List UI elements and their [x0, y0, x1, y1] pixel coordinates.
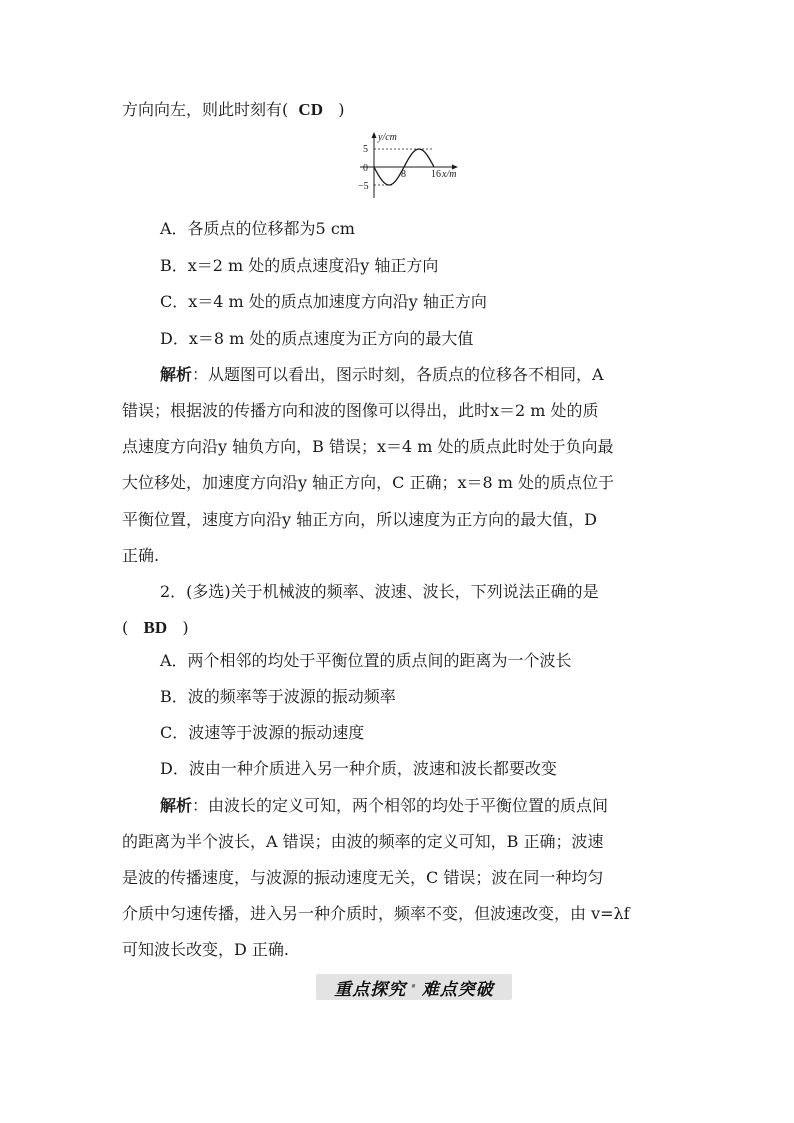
section-banner [316, 974, 512, 1000]
q1-analysis-line-6: 正确. [122, 546, 160, 565]
y-axis-label: y/cm [378, 132, 397, 143]
q2-option-d: D．波由一种介质进入另一种介质，波速和波长都要改变 [160, 759, 557, 778]
q1-analysis-line-3: 点速度方向沿y 轴负方向，B 错误；x＝4 m 处的质点此时处于负向最 [122, 437, 614, 456]
q2-analysis-label: 解析 [160, 796, 193, 815]
q2-analysis-line-4: 介质中匀速传播，进入另一种介质时，频率不变，但波速改变，由 v=λf [122, 904, 630, 923]
banner-left-text: 重点探究 [334, 979, 407, 1000]
q1-answer: CD [298, 100, 323, 119]
q1-stem: 方向向左，则此时刻有( CD ) [122, 100, 345, 119]
q2-option-b: B．波的频率等于波源的振动频率 [160, 687, 396, 706]
y-tick-5: 5 [363, 144, 368, 155]
q1-analysis-line-5: 平衡位置，速度方向沿y 轴正方向，所以速度为正方向的最大值，D [122, 510, 597, 529]
q2-analysis-line-2: 的距离为半个波长，A 错误；由波的频率的定义可知，B 正确；波速 [122, 832, 604, 851]
banner-right-text: 难点突破 [421, 979, 494, 1000]
q2-option-c: C．波速等于波源的振动速度 [160, 723, 365, 742]
q1-option-d: D．x＝8 m 处的质点速度为正方向的最大值 [160, 329, 474, 348]
q1-option-b: B．x＝2 m 处的质点速度沿y 轴正方向 [160, 256, 439, 275]
x-tick-16: 16 [431, 169, 441, 180]
q2-option-a: A．两个相邻的均处于平衡位置的质点间的距离为一个波长 [160, 651, 572, 670]
q2-analysis-line-3: 是波的传播速度，与波源的振动速度无关，C 错误；波在同一种均匀 [122, 868, 604, 887]
banner-dot: · [410, 977, 418, 997]
q2-analysis-line-1: 解析：由波长的定义可知，两个相邻的均处于平衡位置的质点间 [160, 796, 609, 815]
q1-option-a: A．各质点的位移都为5 cm [160, 219, 355, 238]
q2-answer: BD [143, 618, 168, 637]
x-tick-8: 8 [401, 169, 406, 180]
y-axis-arrow [372, 132, 377, 138]
q1-analysis-line-1: 解析：从题图可以看出，图示时刻，各质点的位移各不相同，A [160, 365, 604, 384]
wave-chart [352, 130, 462, 202]
q1-analysis-line-2: 错误；根据波的传播方向和波的图像可以得出，此时x＝2 m 处的质 [122, 401, 599, 420]
y-tick-neg5: −5 [358, 181, 369, 192]
q1-analysis-label: 解析 [160, 365, 193, 384]
q1-option-c: C．x＝4 m 处的质点加速度方向沿y 轴正方向 [160, 292, 487, 311]
q2-answer-line: ( BD ) [122, 618, 189, 637]
q2-stem: 2．(多选)关于机械波的频率、波速、波长，下列说法正确的是 [160, 582, 599, 601]
q2-analysis-line-5: 可知波长改变，D 正确. [122, 940, 290, 959]
x-axis-label: x/m [442, 169, 457, 180]
y-tick-0: 0 [363, 163, 368, 174]
q1-analysis-line-4: 大位移处，加速度方向沿y 轴正方向，C 正确；x＝8 m 处的质点位于 [122, 473, 615, 492]
